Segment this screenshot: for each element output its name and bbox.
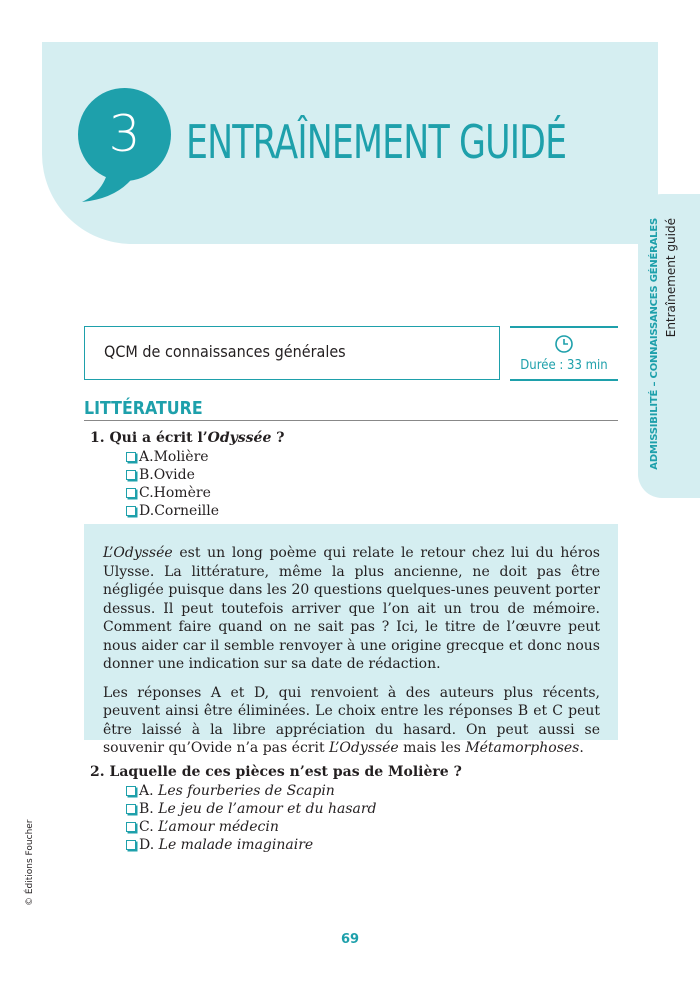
- option-letter: B.: [139, 467, 154, 483]
- question-1-options: [126, 448, 219, 520]
- option-d[interactable]: [126, 836, 377, 854]
- checkbox-icon[interactable]: [126, 488, 136, 498]
- option-text: Les fourberies de Scapin: [158, 783, 335, 799]
- option-c[interactable]: [126, 818, 377, 836]
- option-text: Ovide: [153, 467, 195, 483]
- option-b[interactable]: [126, 800, 377, 818]
- side-tab-text: [647, 218, 697, 478]
- option-text: Corneille: [154, 503, 220, 519]
- question-1-suffix: ?: [271, 430, 285, 446]
- page-number: 69: [340, 932, 360, 947]
- option-letter: B.: [139, 801, 154, 817]
- qcm-title: QCM de connaissances générales: [104, 342, 346, 361]
- side-tab-section: ADMISSIBILITÉ – CONNAISSANCES GÉNÉRALES: [649, 218, 660, 470]
- chapter-title: ENTRAÎNEMENT GUIDÉ: [186, 115, 567, 169]
- answer-text: .: [579, 740, 584, 756]
- question-1-title: Odyssée: [207, 430, 272, 446]
- question-1: [90, 430, 284, 446]
- option-text: Le jeu de l’amour et du hasard: [158, 801, 377, 817]
- checkbox-icon[interactable]: [126, 804, 136, 814]
- option-letter: A.: [139, 783, 154, 799]
- option-text: Homère: [153, 485, 211, 501]
- option-letter: C.: [139, 485, 154, 501]
- option-letter: D.: [139, 837, 155, 853]
- duration-rule-top: [510, 326, 618, 328]
- option-a[interactable]: [126, 448, 219, 466]
- question-2-options: [126, 782, 377, 854]
- duration-rule-bottom: [510, 379, 618, 381]
- question-2: 2. Laquelle de ces pièces n’est pas de Molière ?: [90, 764, 462, 780]
- option-text: Le malade imaginaire: [158, 837, 314, 853]
- chapter-number: 3: [108, 105, 141, 163]
- answer-title-italic: Métamorphoses: [465, 740, 580, 756]
- checkbox-icon[interactable]: [126, 506, 136, 516]
- option-a[interactable]: [126, 782, 377, 800]
- answer-paragraph-1: [103, 544, 600, 674]
- answer-paragraph-2: [103, 684, 600, 758]
- answer-explanation-box: [84, 524, 618, 756]
- option-text: Molière: [153, 449, 209, 465]
- answer-text: est un long poème qui relate le retour chez lui du héros Ulysse. La littérature, même la plus ancienne, ne doit pas être négligée puisque dans les 20 questions quelques-unes peuvent porter dessus. Il peut toutefois arriver que l’on ait un trou de mémoire. Comment faire quand on ne sait pas ? Ici, le titre de l’œuvre peut nous aider car il semble renvoyer à une origine grecque et donc nous donner une indication sur sa date de rédaction.: [103, 545, 600, 672]
- clock-icon: [554, 334, 574, 354]
- side-tab-subsection: Entraînement guidé: [664, 218, 678, 338]
- section-divider: [84, 420, 618, 421]
- copyright-notice: © Éditions Foucher: [25, 819, 35, 906]
- option-letter: D.: [139, 503, 155, 519]
- answer-title-italic: L’Odyssée: [103, 545, 173, 561]
- section-title: LITTÉRATURE: [84, 398, 203, 419]
- checkbox-icon[interactable]: [126, 822, 136, 832]
- duration-label: Durée : 33 min: [520, 358, 608, 373]
- checkbox-icon[interactable]: [126, 786, 136, 796]
- option-c[interactable]: [126, 484, 219, 502]
- checkbox-icon[interactable]: [126, 470, 136, 480]
- option-letter: C.: [139, 819, 154, 835]
- checkbox-icon[interactable]: [126, 452, 136, 462]
- option-text: L’amour médecin: [158, 819, 279, 835]
- option-d[interactable]: [126, 502, 219, 520]
- option-b[interactable]: [126, 466, 219, 484]
- checkbox-icon[interactable]: [126, 840, 136, 850]
- answer-text: Les réponses A et D, qui renvoient à des auteurs plus récents, peuvent ainsi être éliminées. Le choix entre les réponses B et C peut être laissé à la libre appréciation du hasard. On peut aussi se souvenir qu’Ovide n’a pas écrit: [103, 684, 600, 756]
- option-letter: A.: [139, 449, 154, 465]
- answer-title-italic: L’Odyssée: [329, 740, 399, 756]
- question-1-prefix: 1. Qui a écrit l’: [90, 430, 208, 446]
- answer-text: mais les: [398, 740, 466, 756]
